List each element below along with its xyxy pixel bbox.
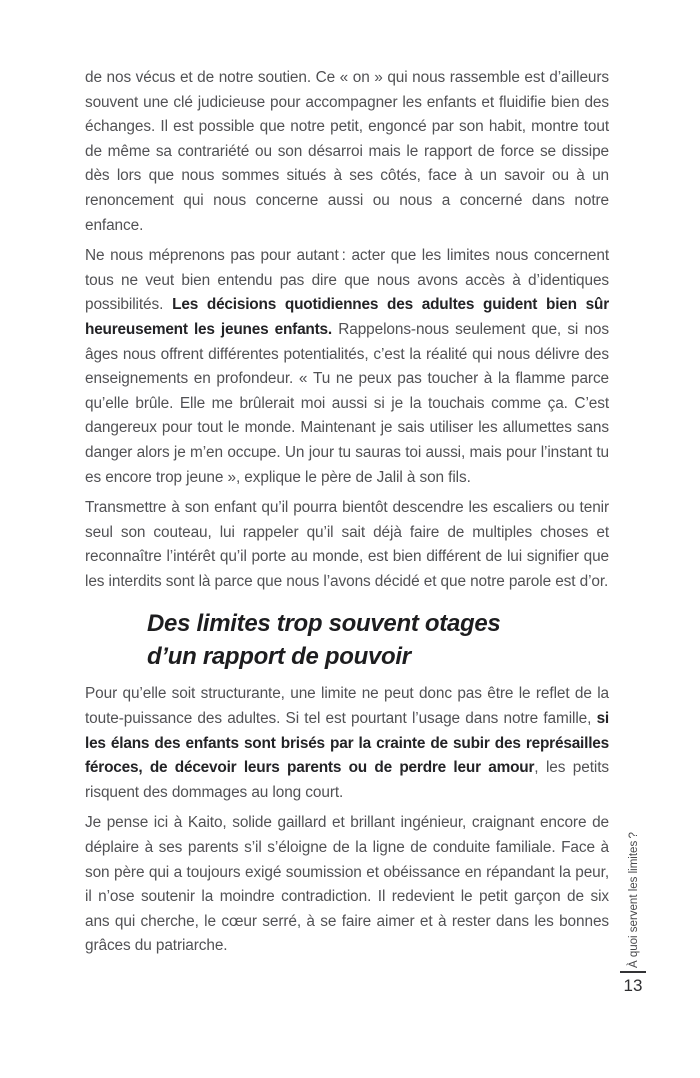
paragraph	[85, 682, 609, 805]
body-text: de nos vécus et de notre soutien. Ce « on » qui nous rassemble est d’ailleurs souvent une clé judicieuse pour accompagner les enfants et fluidifie bien des échanges. Il est possible que notre petit, engoncé par son habit, montre tout de même sa contrariété ou son désarroi mais le rapport de force se dissipe dès lors que nous sommes situés à ses côtés, face à un savoir ou à un renoncement qui nous concerne aussi ou nous a concerné dans notre enfance.	[85, 69, 609, 234]
body-text: Je pense ici à Kaito, solide gaillard et brillant ingénieur, craignant encore de déplaire à ses parents s’il s’éloigne de la ligne de conduite familiale. Face à son père qui a toujours exigé soumission et obéissance en répandant la peur, il n’ose soutenir la moindre contradiction. Il redevient le petit garçon de six ans qui cherche, le cœur serré, à se faire aimer et à rester dans les bonnes grâces du patriarche.	[85, 814, 609, 955]
section-heading-line: d’un rapport de pouvoir	[147, 643, 411, 671]
article	[85, 66, 609, 965]
paragraph	[85, 66, 609, 238]
body-text: Transmettre à son enfant qu’il pourra bientôt descendre les escaliers ou tenir seul son couteau, lui rappeler qu’il sait déjà faire de multiples choses et reconnaître l’intérêt qu’il porte au monde, est bien différent de lui signifier que les interdits sont là parce que nous l’avons décidé et que notre parole est d’or.	[85, 499, 609, 590]
paragraph	[85, 811, 609, 959]
section-heading	[147, 607, 609, 673]
paragraph	[85, 496, 609, 594]
section-heading-line: Des limites trop souvent otages	[147, 610, 501, 638]
emphasis-text: Les décisions quotidiennes des adultes guident bien sûr heureusement les jeunes enfants.	[85, 296, 609, 338]
paragraph	[85, 244, 609, 490]
body-text: Pour qu’elle soit structurante, une limite ne peut donc pas être le reflet de la toute-puissance des adultes. Si tel est pourtant l’usage dans notre famille,	[85, 685, 609, 728]
emphasis-text: si les élans des enfants sont brisés par la crainte de subir des représailles féroces, de décevoir leurs parents ou de perdre leur amour	[85, 710, 609, 777]
page-number-rule	[620, 971, 646, 973]
body-text: , les petits risquent des dommages au long court.	[85, 759, 609, 801]
body-text: Ne nous méprenons pas pour autant : acter que les limites nous concernent tous ne veut bien entendu pas dire que nous avons accès à d’identiques possibilités.	[85, 247, 609, 314]
margin-chapter-label: À quoi servent les limites ?	[628, 832, 640, 968]
body-text: Rappelons-nous seulement que, si nos âges nous offrent différentes potentialités, c’est la réalité qui nous délivre des enseignements en profondeur. « Tu ne peux pas toucher à la flamme parce qu’elle brûle. Elle me brûlerait moi aussi si je la touchais comme ça. C’est dangereux pour tout le monde. Maintenant je sais utiliser les allumettes sans danger alors je m’en occupe. Un jour tu sauras toi aussi, mais pour l’instant tu es encore trop jeune », explique le père de Jalil à son fils.	[85, 320, 609, 486]
page-number: 13	[623, 976, 643, 995]
